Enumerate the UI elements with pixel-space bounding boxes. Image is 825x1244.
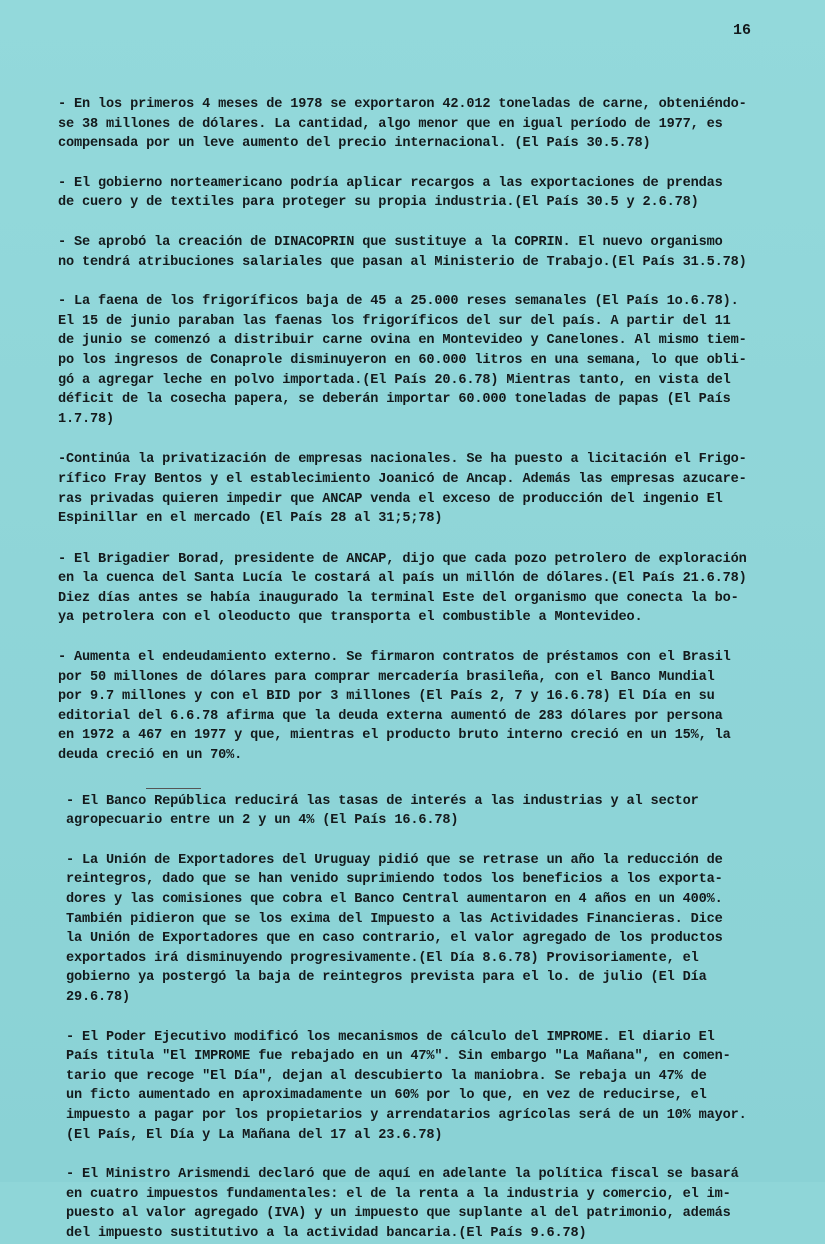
paragraph-ancap-oil: - El Brigadier Borad, presidente de ANCAP, dijo que cada pozo petrolero de exploración en la cuenca del Santa Lucía le costará al país un millón de dólares.(El País 21.6.78) Diez días antes se había inaugurado la terminal Este del organismo que conecta la bo- ya petrolera con el oleoducto que transporta el combustible a Montevideo. — [58, 551, 747, 626]
paragraph-improme: - El Poder Ejecutivo modificó los mecanismos de cálculo del IMPROME. El diario El País titula "El IMPROME fue rebajado en un 47%". Sin embargo "La Mañana", en comen- tario que recoge "El Día", dejan al descubierto la maniobra. Se rebaja un 47% de un ficto aumentado en aproximadamente un 60% por lo que, en vez de reducirse, el impuesto a pagar por los propietarios y arrendatarios agrícolas será de un 10% mayor. (El País, El Día y La Mañana del 17 al 23.6.78) — [66, 1029, 747, 1143]
paragraph-fiscal-policy: - El Ministro Arismendi declaró que de aquí en adelante la política fiscal se basará en cuatro impuestos fundamentales: el de la renta a la industria y comercio, el im- puesto al valor agregado (IVA) y un impuesto que suplante al del patrimonio, además del impuesto sustitutivo a la actividad bancaria.(El País 9.6.78) — [66, 1167, 739, 1241]
page-number: 16 — [733, 22, 752, 39]
paragraph-us-surcharges: - El gobierno norteamericano podría aplicar recargos a las exportaciones de prendas de cuero y de textiles para proteger su propia industria.(El País 30.5 y 2.6.78) — [58, 175, 723, 211]
paragraph-dinacoprin: - Se aprobó la creación de DINACOPRIN que sustituye a la COPRIN. El nuevo organismo no tendrá atribuciones salariales que pasan al Ministerio de Trabajo.(El País 31.5.78) — [58, 234, 747, 270]
paragraph-external-debt: - Aumenta el endeudamiento externo. Se firmaron contratos de préstamos con el Brasil por 50 millones de dólares para comprar mercadería brasileña, con el Banco Mundial por 9.7 millones y con el BID por 3 millones (El País 2, 7 y 16.6.78) El Día en su editorial del 6.6.78 afirma que la deuda externa aumentó de 283 dólares por persona en 1972 a 467 en 1977 y que, mientras el producto bruto interno creció en un 15%, la deuda creció en un 70%. — [58, 650, 731, 764]
paragraph-privatization: -Continúa la privatización de empresas nacionales. Se ha puesto a licitación el Frigo- rífico Fray Bentos y el establecimiento Joanicó de Ancap. Además las empresas azucare- ras privadas quieren impedir que ANCAP venda el exceso de producción del ingenio El Espinillar en el mercado (El País 28 al 31;5;78) — [58, 452, 747, 527]
paragraph-banco-republica: - El Banco República reducirá las tasas de interés a las industrias y al sector agropecuario entre un 2 y un 4% (El País 16.6.78) — [66, 793, 699, 829]
paragraph-slaughterhouses: - La faena de los frigoríficos baja de 45 a 25.000 reses semanales (El País 1o.6.78). El 15 de junio paraban las faenas los frigoríficos del sur del país. A partir del 11 de junio se comenzó a distribuir carne ovina en Montevideo y Canelones. Al mismo tiem- po los ingresos de Conaprole disminuyeron en 60.000 litros en una semana, lo que obli- gó a agregar leche en polvo importada.(El País 20.6.78) Mientras tanto, en vista del déficit de la cosecha papera, se deberán importar 60.000 toneladas de papas (El País 1.7.78) — [58, 294, 747, 427]
document-body — [58, 95, 803, 1244]
paragraph-meat-exports: - En los primeros 4 meses de 1978 se exportaron 42.012 toneladas de carne, obteniéndo- se 38 millones de dólares. La cantidad, algo menor que en igual período de 1977, es compensada por un leve aumento del precio internacional. (El País 30.5.78) — [58, 97, 747, 152]
section-divider — [146, 788, 201, 789]
paragraph-exporters-union: - La Unión de Exportadores del Uruguay pidió que se retrase un año la reducción de reintegros, dado que se han venido suprimiendo todos los beneficios a los exporta- dores y las comisiones que cobra el Banco Central aumentaron en 4 años en un 400%. También pidieron que se los exima del Impuesto a las Actividades Financieras. Dice la Unión de Exportadores que en caso contrario, el valor agregado de los productos exportados irá disminuyendo progresivamente.(El Día 8.6.78) Provisoriamente, el gobierno ya postergó la baja de reintegros prevista para el lo. de julio (El Día 29.6.78) — [66, 852, 723, 1005]
